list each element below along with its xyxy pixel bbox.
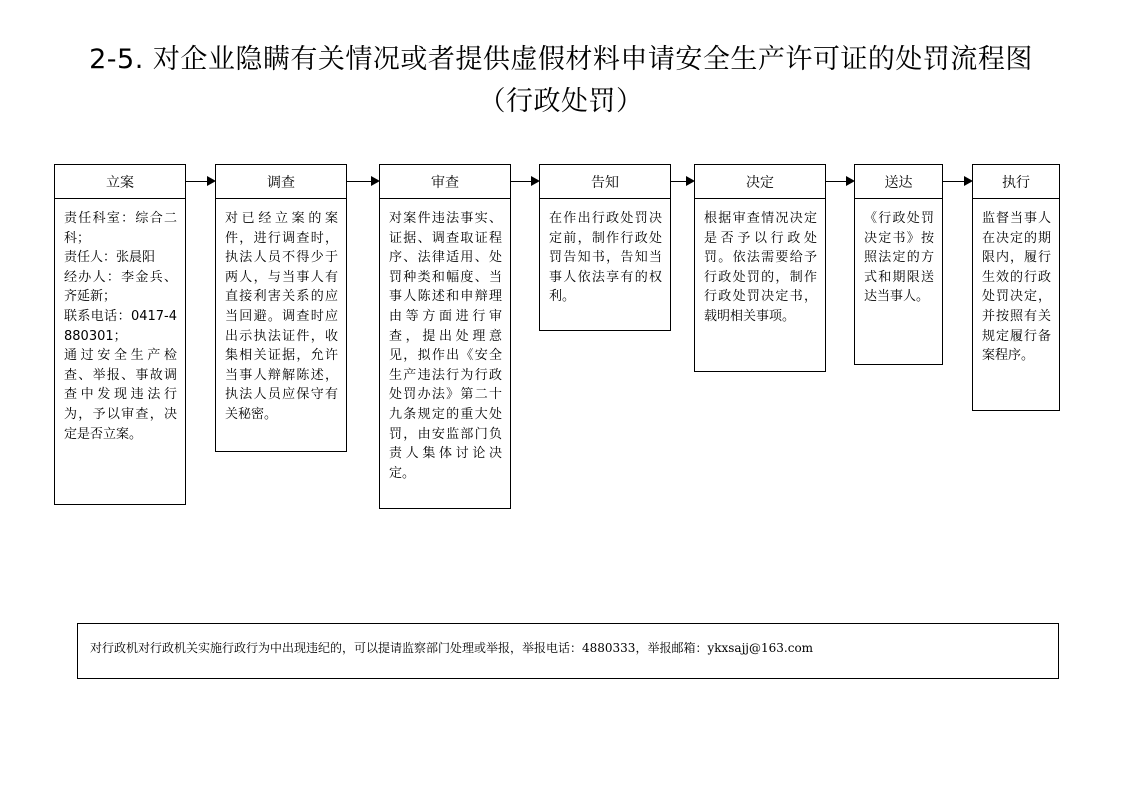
step-description: 在作出行政处罚决定前，制作行政处罚告知书，告知当事人依法享有的权利。 xyxy=(549,211,662,305)
step-description: 根据审查情况决定是否予以行政处罚。依法需要给予行政处罚的，制作行政处罚决定书，载明相关事项。 xyxy=(704,211,817,324)
step-description: 监督当事人在决定的期限内，履行生效的行政处罚决定，并按照有关规定履行备案程序。 xyxy=(982,211,1051,364)
step-description: 对已经立案的案件，进行调查时，执法人员不得少于两人，与当事人有直接利害关系的应当回避。调查时应出示执法证件，收集相关证据，允许当事人辩解陈述，执法人员应保守有关秘密。 xyxy=(225,211,338,422)
step-box-delivery xyxy=(854,164,943,365)
step-description: 对案件违法事实、证据、调查取证程序、法律适用、处罚种类和幅度、当事人陈述和申辩理由等方面进行审查，提出处理意见，拟作出《安全生产违法行为行政处罚办法》第二十九条规定的重大处罚，由安监部门负责人集体讨论决定。 xyxy=(389,211,502,481)
step-description: 责任科室：综合二科； 责任人：张晨阳 经办人：李金兵、齐延新； 联系电话：0417-4880301； 通过安全生产检查、举报、事故调查中发现违法行为，予以审查，决定是否立案。 xyxy=(64,211,177,442)
step-title: 送达 xyxy=(855,165,942,199)
step-box-execution xyxy=(972,164,1060,411)
report-notice: 对行政机对行政机关实施行政行为中出现违纪的，可以提请监察部门处理或举报，举报电话：4880333，举报邮箱：ykxsajj@163.com xyxy=(77,623,1059,679)
step-box-filing xyxy=(54,164,186,505)
step-box-investigation xyxy=(215,164,347,452)
step-title: 立案 xyxy=(55,165,185,199)
flow-arrow xyxy=(511,181,538,182)
flow-arrow xyxy=(943,181,971,182)
step-box-decision xyxy=(694,164,826,372)
step-title: 审查 xyxy=(380,165,510,199)
page-title: 2-5. 对企业隐瞒有关情况或者提供虚假材料申请安全生产许可证的处罚流程图 xyxy=(89,44,1033,75)
step-title: 调查 xyxy=(216,165,346,199)
step-box-notification xyxy=(539,164,671,331)
step-title: 执行 xyxy=(973,165,1059,199)
step-title: 决定 xyxy=(695,165,825,199)
flow-arrow xyxy=(671,181,693,182)
flow-arrow xyxy=(347,181,378,182)
flow-arrow xyxy=(826,181,853,182)
flow-arrow xyxy=(186,181,214,182)
page-subtitle: （行政处罚） xyxy=(478,86,644,117)
step-description: 《行政处罚决定书》按照法定的方式和期限送达当事人。 xyxy=(864,211,934,305)
step-box-review xyxy=(379,164,511,509)
step-title: 告知 xyxy=(540,165,670,199)
